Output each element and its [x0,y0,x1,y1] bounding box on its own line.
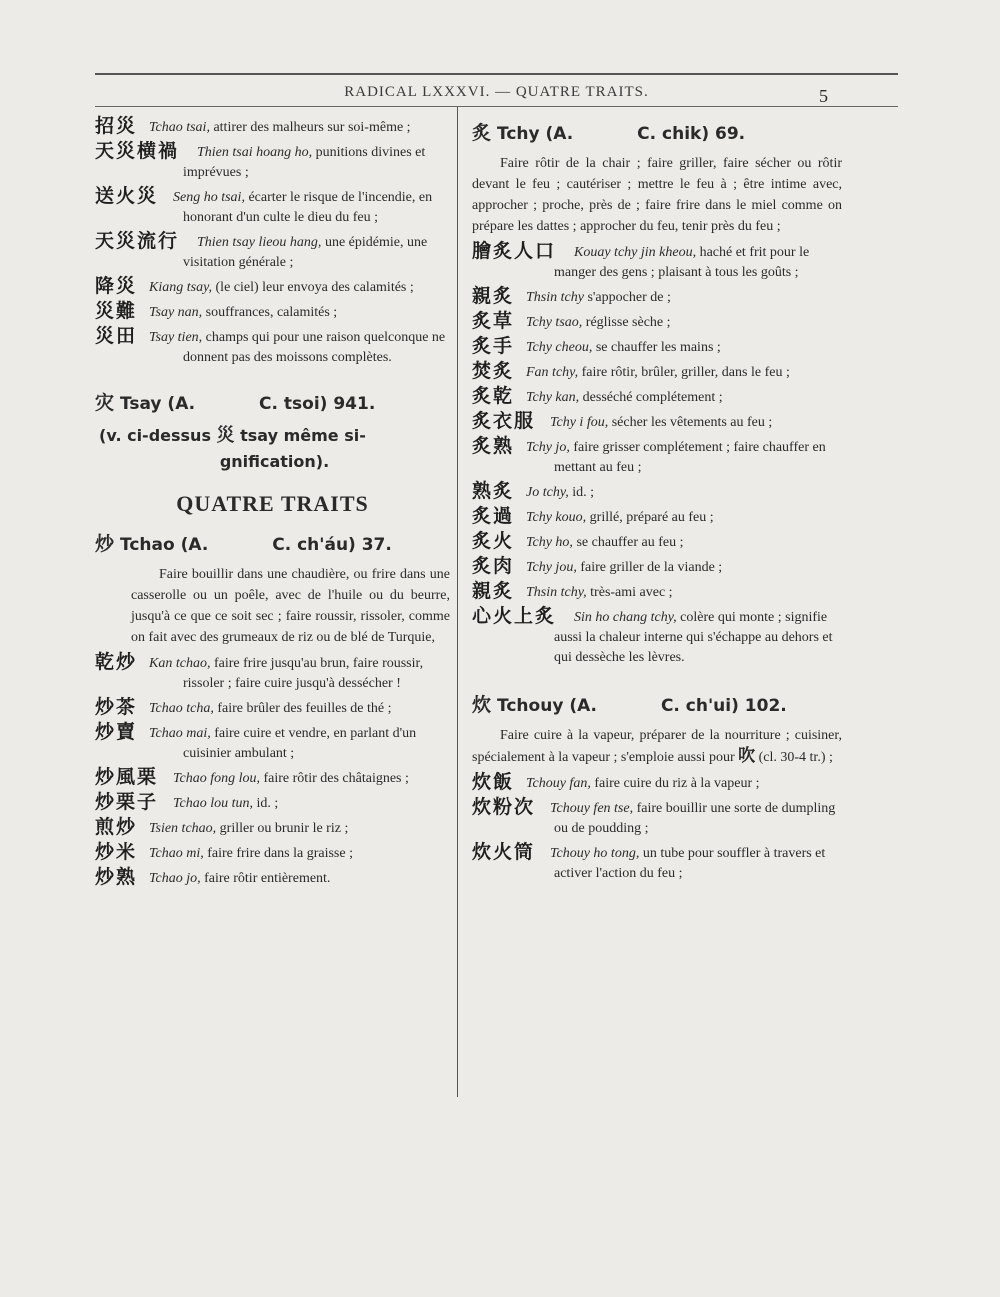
entry-gloss: faire bouillir une sorte de dumpling ou de poudding ; [554,801,836,836]
entry-romanization: Thsin tchy [526,290,584,305]
dictionary-entry [472,555,842,578]
dictionary-entry [95,841,450,864]
note-char: 災 [216,425,235,446]
entry-definition [472,310,842,333]
entry-list [95,115,450,368]
headword-cantonese: C. ch'áu) 37. [272,535,392,555]
entry-chinese: 天災流行 [95,230,180,252]
paragraph-char: 吹 [738,746,756,766]
entry-romanization: Tchy kan, [526,390,580,405]
entry-gloss: faire rôtir, brûler, griller, dans le feu ; [581,365,790,380]
entry-romanization: Jo tchy, [526,485,569,500]
page-number: 5 [819,86,828,106]
definition-paragraph: Faire bouillir dans une chaudière, ou frire dans une casserolle ou un poêle, avec de l'huile ou du beurre, jusqu'à ce que ce soit sec ; faire roussir, rissoler, comme on fait avec des grumeaux de riz ou de blé de Turquie, [131,567,450,645]
entry-gloss: haché et frit pour le manger des gens ; plaisant à tous les goûts ; [554,245,810,280]
entry-gloss: punitions divines et imprévues ; [183,145,426,180]
entry-gloss: faire cuire et vendre, en parlant d'un cuisinier ambulant ; [183,726,417,761]
entry-romanization: Thsin tchy, [526,585,587,600]
entry-definition [472,335,842,358]
entry-definition [95,300,450,323]
entry-list [472,771,842,884]
entry-chinese: 災田 [95,325,138,347]
entry-gloss: faire rôtir entièrement. [204,871,331,886]
entry-definition [95,721,450,764]
entry-gloss: champs qui pour une raison quelconque ne donnent pas des moissons complètes. [183,330,446,365]
entry-definition [472,505,842,528]
note-text: (v. ci-dessus [99,426,211,445]
entry-gloss: écarter le risque de l'incendie, en honorant d'un culte le dieu du feu ; [183,190,433,225]
dictionary-entry [95,651,450,694]
entry-gloss: faire cuire du riz à la vapeur ; [594,776,760,791]
dictionary-entry [95,325,450,368]
dictionary-entry [472,435,842,478]
entry-gloss: griller ou brunir le riz ; [219,821,349,836]
entry-romanization: Tchao mai, [149,726,211,741]
entry-chinese: 炒栗子 [95,791,159,813]
entry-chinese: 招災 [95,115,138,137]
headword-cantonese: C. ch'ui) 102. [660,696,787,716]
cross-reference-note [95,423,450,475]
entry-chinese: 親炙 [472,285,515,307]
entry-gloss: id. ; [572,485,595,500]
entry-list [472,240,842,668]
entry-romanization: Tchouy fen tse, [550,801,634,816]
headword-label: Tchy (A. [497,124,574,144]
entry-definition [472,580,842,603]
entry-chinese: 降災 [95,275,138,297]
dictionary-entry [95,696,450,719]
dictionary-entry [472,605,842,668]
entry-gloss: un tube pour souffler à travers et activer l'action du feu ; [554,846,826,881]
headword-cantonese: C. tsoi) 941. [259,394,376,414]
entry-gloss: faire frire jusqu'au brun, faire roussir, rissoler ; faire cuire jusqu'à dessécher ! [183,656,424,691]
headword-tchy [472,118,842,145]
entry-chinese: 災難 [95,300,138,322]
entry-definition [95,696,450,719]
entry-romanization: Tchy jou, [526,560,577,575]
entry-romanization: Thien tsai hoang ho, [197,145,313,160]
definition-paragraph: Faire rôtir de la chair ; faire griller, faire sécher ou rôtir devant le feu ; cautériser ; mettre le feu à ; être intime avec, approcher ; proche, près de ; faire frire dans le miel comme on prépare les dattes ; approcher du feu, tenir près du feu ; [472,156,842,234]
header-title: RADICAL LXXXVI. — QUATRE TRAITS. [344,84,649,100]
entry-chinese: 焚炙 [472,360,515,382]
entry-definition [95,651,450,694]
entry-gloss: faire brûler des feuilles de thé ; [217,701,392,716]
entry-definition [472,555,842,578]
headword-tsay [95,388,450,415]
entry-gloss: faire rôtir des châtaignes ; [263,771,409,786]
note-continuation: gnification). [219,452,330,471]
entry-romanization: Tchao lou tun, [173,796,253,811]
entry-definition [95,275,450,298]
entry-gloss: faire frire dans la graisse ; [207,846,353,861]
dictionary-entry [472,385,842,408]
entry-chinese: 炙草 [472,310,515,332]
dictionary-entry [472,240,842,283]
entry-gloss: s'appocher de ; [587,290,671,305]
entry-chinese: 炙手 [472,335,515,357]
paragraph-text: Faire cuire à la vapeur, préparer de la nourriture ; cuisiner, spécialement à la vapeur ; s'emploie aussi pour [472,728,842,765]
dictionary-entry [95,140,450,183]
dictionary-entry [472,310,842,333]
header-rule [95,106,898,107]
dictionary-entry [95,275,450,298]
entry-chinese: 乾炒 [95,651,138,673]
entry-gloss: faire grisser complétement ; faire chauffer en mettant au feu ; [554,440,826,475]
entry-chinese: 炒熟 [95,866,138,888]
section-title: QUATRE TRAITS [176,491,369,516]
entry-chinese: 炒米 [95,841,138,863]
entry-gloss: une épidémie, une visitation générale ; [183,235,428,270]
dictionary-entry [472,505,842,528]
dictionary-entry [472,480,842,503]
entry-romanization: Tchy kouo, [526,510,587,525]
dictionary-entry [472,530,842,553]
dictionary-entry [472,771,842,794]
right-column [472,118,842,889]
entry-gloss: (le ciel) leur envoya des calamités ; [215,280,414,295]
left-column [95,115,450,894]
entry-chinese: 炙肉 [472,555,515,577]
column-divider [457,107,458,1097]
entry-gloss: colère qui monte ; signifie aussi la chaleur interne qui s'échappe au dehors et qui dessèche les lèvres. [554,610,833,665]
entry-gloss: souffrances, calamités ; [205,305,338,320]
dictionary-entry [472,580,842,603]
entry-definition [472,285,842,308]
entry-gloss: id. ; [256,796,279,811]
entry-romanization: Tchy ho, [526,535,573,550]
entry-gloss: très-ami avec ; [590,585,673,600]
entry-gloss: attirer des malheurs sur soi-même ; [213,120,411,135]
headword-label: Tchao (A. [120,535,209,555]
entry-romanization: Tsay nan, [149,305,203,320]
dictionary-entry [95,791,450,814]
entry-chinese: 親炙 [472,580,515,602]
top-rule [95,73,898,75]
entry-definition [95,866,450,889]
entry-definition [95,816,450,839]
entry-chinese: 炊火筒 [472,841,536,863]
entry-romanization: Kiang tsay, [149,280,213,295]
entry-chinese: 炙熟 [472,435,515,457]
entry-definition [95,325,450,368]
entry-chinese: 炊粉次 [472,796,536,818]
headword-char: 炙 [472,122,492,144]
entry-gloss: se chauffer au feu ; [576,535,684,550]
entry-chinese: 炒風栗 [95,766,159,788]
entry-romanization: Tchao fong lou, [173,771,260,786]
entry-chinese: 煎炒 [95,816,138,838]
dictionary-entry [95,766,450,789]
entry-gloss: réglisse sèche ; [585,315,671,330]
headword-label: Tsay (A. [120,394,196,414]
dictionary-entry [95,230,450,273]
dictionary-entry [472,335,842,358]
entry-chinese: 天災横禍 [95,140,180,162]
entry-romanization: Tchouy fan, [526,776,591,791]
entry-chinese: 心火上炙 [472,605,557,627]
entry-romanization: Kouay tchy jin kheou, [574,245,697,260]
entry-romanization: Tsay tien, [149,330,203,345]
entry-chinese: 炒賣 [95,721,138,743]
entry-gloss: faire griller de la viande ; [580,560,723,575]
entry-definition [472,771,842,794]
entry-romanization: Tchy tsao, [526,315,583,330]
entry-chinese: 炒茶 [95,696,138,718]
entry-romanization: Tchao tcha, [149,701,214,716]
entry-romanization: Seng ho tsai, [173,190,245,205]
entry-romanization: Tchy i fou, [550,415,609,430]
entry-gloss: sécher les vêtements au feu ; [611,415,773,430]
entry-chinese: 炙乾 [472,385,515,407]
entry-chinese: 炙衣服 [472,410,536,432]
entry-definition [95,115,450,138]
dictionary-entry [472,285,842,308]
dictionary-entry [472,360,842,383]
entry-romanization: Tchao tsai, [149,120,210,135]
headword-char: 灾 [95,392,115,414]
entry-gloss: se chauffer les mains ; [595,340,721,355]
entry-romanization: Tchao jo, [149,871,201,886]
dictionary-entry [95,185,450,228]
entry-romanization: Thien tsay lieou hang, [197,235,322,250]
entry-chinese: 炙過 [472,505,515,527]
entry-definition [472,435,842,478]
dictionary-entry [95,721,450,764]
dictionary-entry [472,841,842,884]
entry-romanization: Tchy cheou, [526,340,593,355]
headword-cantonese: C. chik) 69. [637,124,746,144]
entry-chinese: 熟炙 [472,480,515,502]
entry-romanization: Fan tchy, [526,365,579,380]
headword-label: Tchouy (A. [497,696,598,716]
entry-chinese: 炙火 [472,530,515,552]
entry-definition [472,530,842,553]
entry-chinese: 膾炙人口 [472,240,557,262]
note-text: tsay même si- [240,426,366,445]
entry-chinese: 送火災 [95,185,159,207]
dictionary-entry [95,115,450,138]
entry-romanization: Sin ho chang tchy, [574,610,677,625]
entry-chinese: 炊飯 [472,771,515,793]
dictionary-entry [95,866,450,889]
headword-tchao [95,529,450,556]
headword-char: 炒 [95,533,115,555]
entry-definition [472,360,842,383]
entry-definition [472,385,842,408]
entry-definition [472,480,842,503]
running-header [95,84,898,108]
dictionary-entry [95,300,450,323]
headword-char: 炊 [472,694,492,716]
entry-list [95,651,450,889]
paragraph-text: (cl. 30-4 tr.) ; [758,750,833,765]
dictionary-entry [472,796,842,839]
headword-tchouy [472,690,842,717]
entry-gloss: grillé, préparé au feu ; [589,510,714,525]
entry-romanization: Tchouy ho tong, [550,846,640,861]
entry-romanization: Kan tchao, [149,656,211,671]
entry-romanization: Tchao mi, [149,846,204,861]
dictionary-entry [472,410,842,433]
entry-romanization: Tsien tchao, [149,821,217,836]
dictionary-entry [95,816,450,839]
entry-gloss: desséché complétement ; [582,390,723,405]
entry-definition [95,841,450,864]
entry-romanization: Tchy jo, [526,440,570,455]
definition-paragraph [472,725,842,768]
